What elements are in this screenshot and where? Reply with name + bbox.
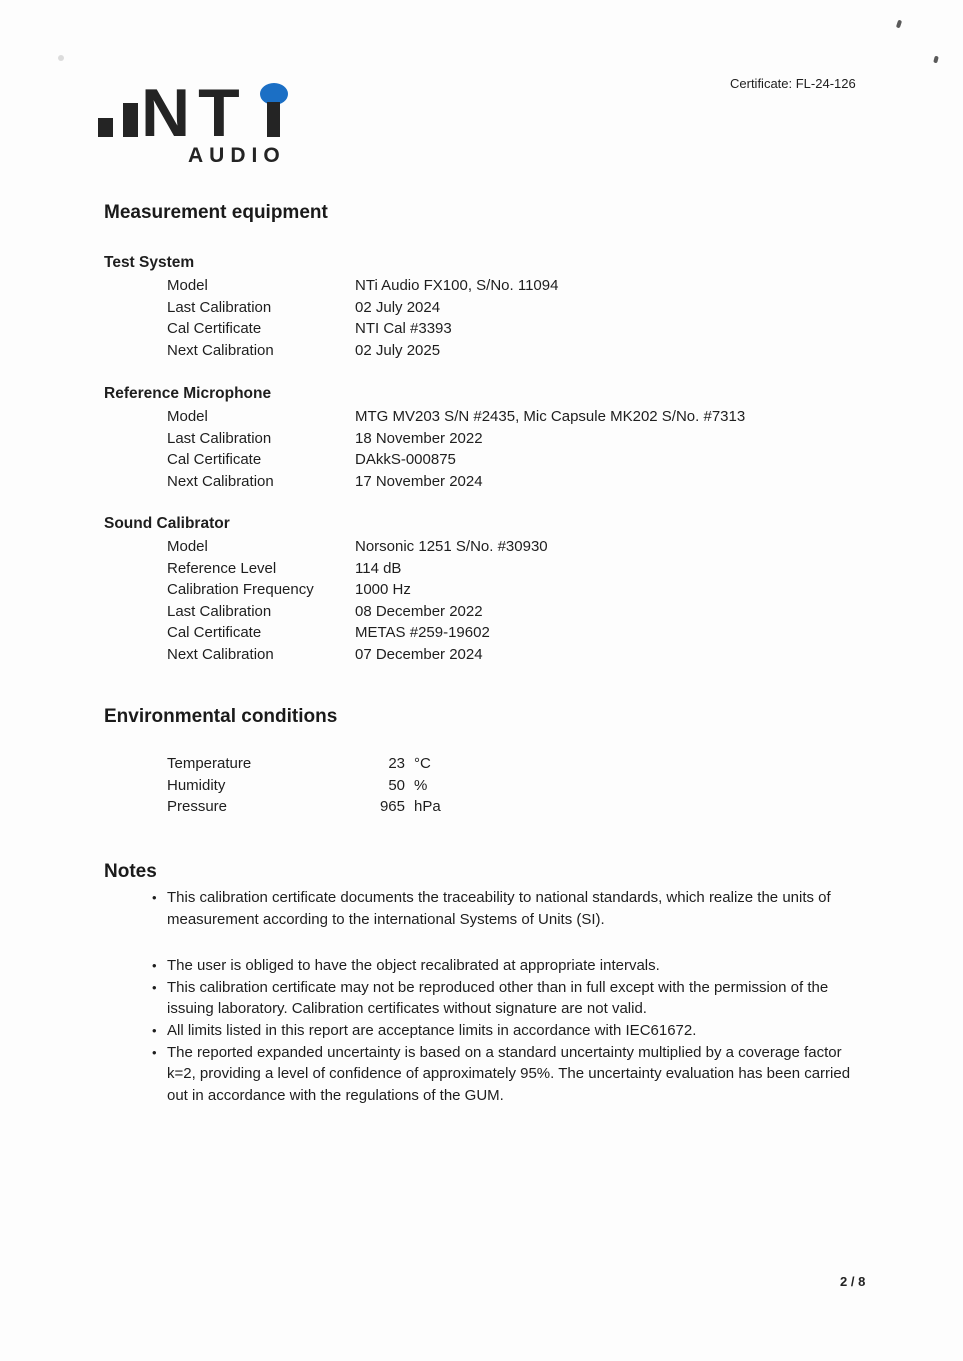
note-item bbox=[152, 1042, 864, 1107]
row-label: Last Calibration bbox=[167, 602, 272, 620]
table-row bbox=[167, 753, 441, 775]
row-value: 17 November 2024 bbox=[355, 472, 483, 490]
row-label: Next Calibration bbox=[167, 472, 274, 490]
table-row bbox=[104, 536, 904, 558]
note-item bbox=[152, 887, 864, 930]
group-title: Test System bbox=[104, 254, 195, 271]
row-value: Norsonic 1251 S/No. #30930 bbox=[355, 538, 548, 555]
row-label: Last Calibration bbox=[167, 429, 272, 447]
row-label: Model bbox=[167, 538, 208, 555]
bullet-icon: • bbox=[152, 958, 157, 974]
group-title: Reference Microphone bbox=[104, 385, 272, 402]
row-value: 50 bbox=[388, 776, 405, 794]
row-label: Calibration Frequency bbox=[167, 581, 314, 598]
row-label: Reference Level bbox=[167, 559, 277, 577]
section-title-measurement-equipment: Measurement equipment bbox=[104, 202, 328, 223]
table-row bbox=[104, 297, 904, 319]
bullet-icon: • bbox=[152, 1044, 157, 1060]
table-row bbox=[104, 579, 904, 601]
note-text: This calibration certificate may not be reproduced other than in full except with the permission of the issuing laboratory. Calibration certificates without signature are not valid. bbox=[167, 978, 829, 1018]
equipment-group-sound-calibrator bbox=[104, 513, 904, 665]
row-unit: °C bbox=[414, 755, 431, 772]
row-value: NTi Audio FX100, S/No. 11094 bbox=[355, 277, 559, 294]
row-label: Cal Certificate bbox=[167, 624, 262, 641]
notes-list bbox=[152, 887, 864, 1106]
bullet-icon: • bbox=[152, 1022, 157, 1038]
row-label: Model bbox=[167, 277, 208, 294]
row-value: NTI Cal #3393 bbox=[355, 320, 452, 337]
logo-bar-icon bbox=[98, 118, 113, 137]
logo-i-stem-icon bbox=[267, 102, 280, 137]
row-unit: hPa bbox=[414, 798, 441, 816]
note-text: The user is obliged to have the object recalibrated at appropriate intervals. bbox=[167, 957, 660, 975]
row-value: 18 November 2022 bbox=[355, 429, 483, 447]
row-label: Last Calibration bbox=[167, 298, 272, 316]
row-label: Model bbox=[167, 408, 208, 425]
note-item bbox=[152, 977, 864, 1020]
table-row bbox=[104, 275, 904, 297]
scan-speck bbox=[58, 55, 64, 61]
equipment-group-test-system bbox=[104, 252, 904, 361]
bullet-icon: • bbox=[152, 890, 157, 905]
row-value: 1000 Hz bbox=[355, 581, 411, 598]
row-value: 965 bbox=[379, 798, 405, 816]
row-value: 23 bbox=[388, 755, 405, 772]
row-label: Cal Certificate bbox=[167, 451, 262, 468]
row-label: Humidity bbox=[167, 776, 226, 794]
equipment-group-reference-microphone bbox=[104, 383, 904, 492]
certificate-number: Certificate: FL-24-126 bbox=[730, 76, 856, 91]
note-text: This calibration certificate documents the traceability to national standards, which realize the units of measurement according to the international Systems of Units (SI). bbox=[167, 889, 831, 928]
row-label: Pressure bbox=[167, 798, 228, 816]
table-row bbox=[104, 644, 904, 666]
row-label: Cal Certificate bbox=[167, 320, 262, 337]
row-value: 114 dB bbox=[355, 559, 402, 577]
scan-speck bbox=[933, 56, 939, 64]
section-title-notes: Notes bbox=[104, 861, 157, 882]
row-unit: % bbox=[414, 776, 428, 794]
table-row bbox=[104, 601, 904, 623]
table-row bbox=[104, 558, 904, 580]
note-text: All limits listed in this report are acceptance limits in accordance with IEC61672. bbox=[167, 1021, 697, 1039]
table-row bbox=[104, 622, 904, 644]
table-row bbox=[167, 775, 441, 797]
table-row bbox=[104, 471, 904, 493]
table-row bbox=[104, 340, 904, 362]
logo-bar-icon bbox=[123, 103, 138, 137]
row-value: 02 July 2025 bbox=[355, 341, 441, 359]
row-value: MTG MV203 S/N #2435, Mic Capsule MK202 S/No. #7313 bbox=[355, 408, 746, 425]
row-label: Next Calibration bbox=[167, 341, 274, 359]
table-row bbox=[104, 428, 904, 450]
note-text: The reported expanded uncertainty is based on a standard uncertainty multiplied by a coverage factor k=2, providing a level of confidence of approximately 95%. The uncertainty evaluation has been carried out in accordance with the regulations of the GUM. bbox=[167, 1043, 851, 1104]
note-item bbox=[152, 1020, 864, 1042]
logo-subtitle: AUDIO bbox=[188, 144, 286, 167]
row-value: 08 December 2022 bbox=[355, 602, 483, 620]
environmental-table bbox=[167, 753, 441, 818]
group-title: Sound Calibrator bbox=[104, 515, 230, 532]
row-value: METAS #259-19602 bbox=[355, 624, 490, 641]
bullet-icon: • bbox=[152, 979, 157, 995]
row-value: DAkkS-000875 bbox=[355, 451, 456, 468]
nti-audio-logo bbox=[95, 75, 315, 168]
logo-brand-text: NT bbox=[141, 75, 248, 151]
table-row bbox=[104, 318, 904, 340]
row-value: 02 July 2024 bbox=[355, 298, 441, 316]
table-row bbox=[104, 449, 904, 471]
scan-speck bbox=[896, 20, 902, 29]
page-number: 2 / 8 bbox=[840, 1274, 866, 1289]
section-title-environmental-conditions: Environmental conditions bbox=[104, 706, 338, 727]
row-value: 07 December 2024 bbox=[355, 645, 483, 663]
row-label: Temperature bbox=[167, 755, 252, 772]
table-row bbox=[104, 406, 904, 428]
note-item bbox=[152, 955, 864, 977]
row-label: Next Calibration bbox=[167, 645, 274, 663]
table-row bbox=[167, 796, 441, 818]
